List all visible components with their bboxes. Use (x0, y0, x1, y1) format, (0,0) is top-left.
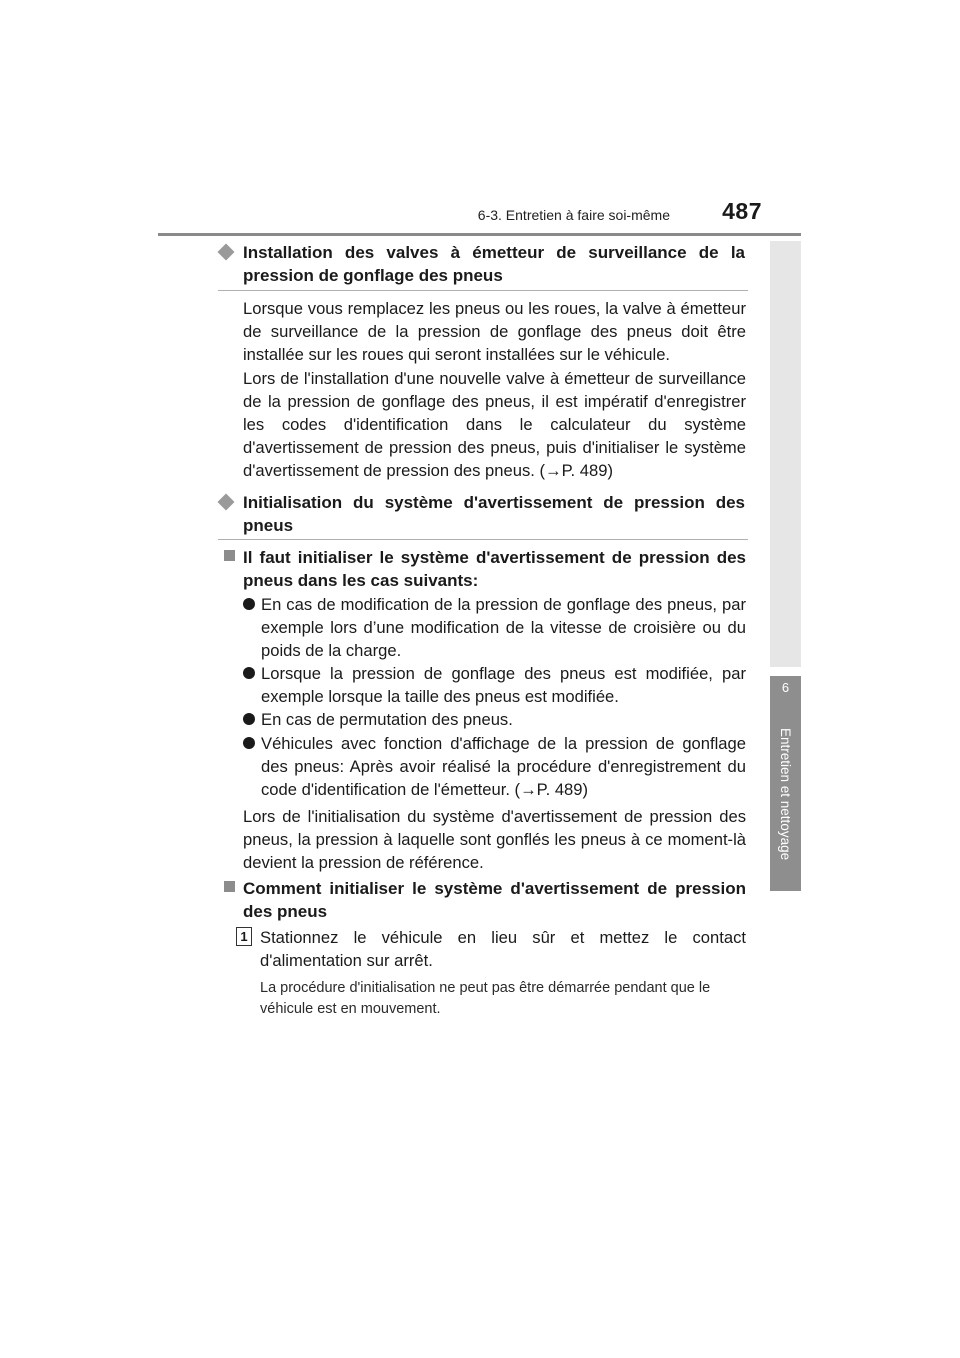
chapter-label: Entretien et nettoyage (778, 728, 793, 861)
bullet-dot-icon (243, 713, 255, 725)
chapter-tab (770, 676, 801, 891)
step-1: 1 Stationnez le véhicule en lieu sûr et mettez le contact d'alimentation sur arrêt. (236, 926, 746, 972)
step-note: La procédure d'initialisation ne peut pas être démarrée pendant que le véhicule est en mouvement. (260, 980, 711, 1017)
header-rule (158, 233, 801, 236)
list-item: En cas de permutation des pneus. (243, 708, 746, 731)
side-tab-bar (770, 241, 801, 667)
heading-rule (218, 290, 748, 291)
install-heading: Installation des valves à émetteur de surveillance de la pression de gonflage des pneus (220, 241, 745, 287)
chapter-number: 6 (781, 680, 790, 695)
bullet-dot-icon (243, 598, 255, 610)
section-title: 6-3. Entretien à faire soi-même (477, 207, 670, 223)
install-paragraph-2: Lors de l'installation d'une nouvelle valve à émetteur de surveillance de la pression de gonflage des pneus, il est impératif d'enregistrer les codes d'identification dans le calculateur du système d'avertissement de pression des pneus, puis d'initialiser le système d'avertissement de pression des pneus. (→P. 489) (243, 369, 746, 481)
bullet-dot-icon (243, 667, 255, 679)
reference-paragraph: Lors de l'initialisation du système d'avertissement de pression des pneus, la pression à laquelle sont gonflés les pneus à ce moment-là devient la pression de référence. (243, 807, 746, 873)
init-heading: Initialisation du système d'avertissement de pression des pneus (220, 491, 745, 537)
cases-heading: Il faut initialiser le système d'avertissement de pression des pneus dans les cas suivants: (224, 546, 746, 592)
page-number: 487 (722, 198, 762, 224)
square-bullet-icon (224, 881, 235, 892)
step-number: 1 (236, 927, 252, 946)
list-item: En cas de modification de la pression de gonflage des pneus, par exemple lors d’une modification de la vitesse de croisière ou du poids de la charge. (243, 593, 746, 662)
list-item: Véhicules avec fonction d'affichage de la pression de gonflage des pneus: Après avoir réalisé la procédure d'enregistrement du code d'identification de l'émetteur. (→P. 489) (243, 732, 746, 801)
install-paragraph-1: Lorsque vous remplacez les pneus ou les roues, la valve à émetteur de surveillance de la pression de gonflage des pneus doit être installée sur les roues qui seront installées sur le véhicule. (243, 299, 746, 365)
bullet-dot-icon (243, 737, 255, 749)
heading-rule (218, 539, 748, 540)
how-heading: Comment initialiser le système d'avertissement de pression des pneus (224, 877, 746, 923)
list-item: Lorsque la pression de gonflage des pneus est modifiée, par exemple lorsque la taille des pneus est modifiée. (243, 662, 746, 708)
square-bullet-icon (224, 550, 235, 561)
